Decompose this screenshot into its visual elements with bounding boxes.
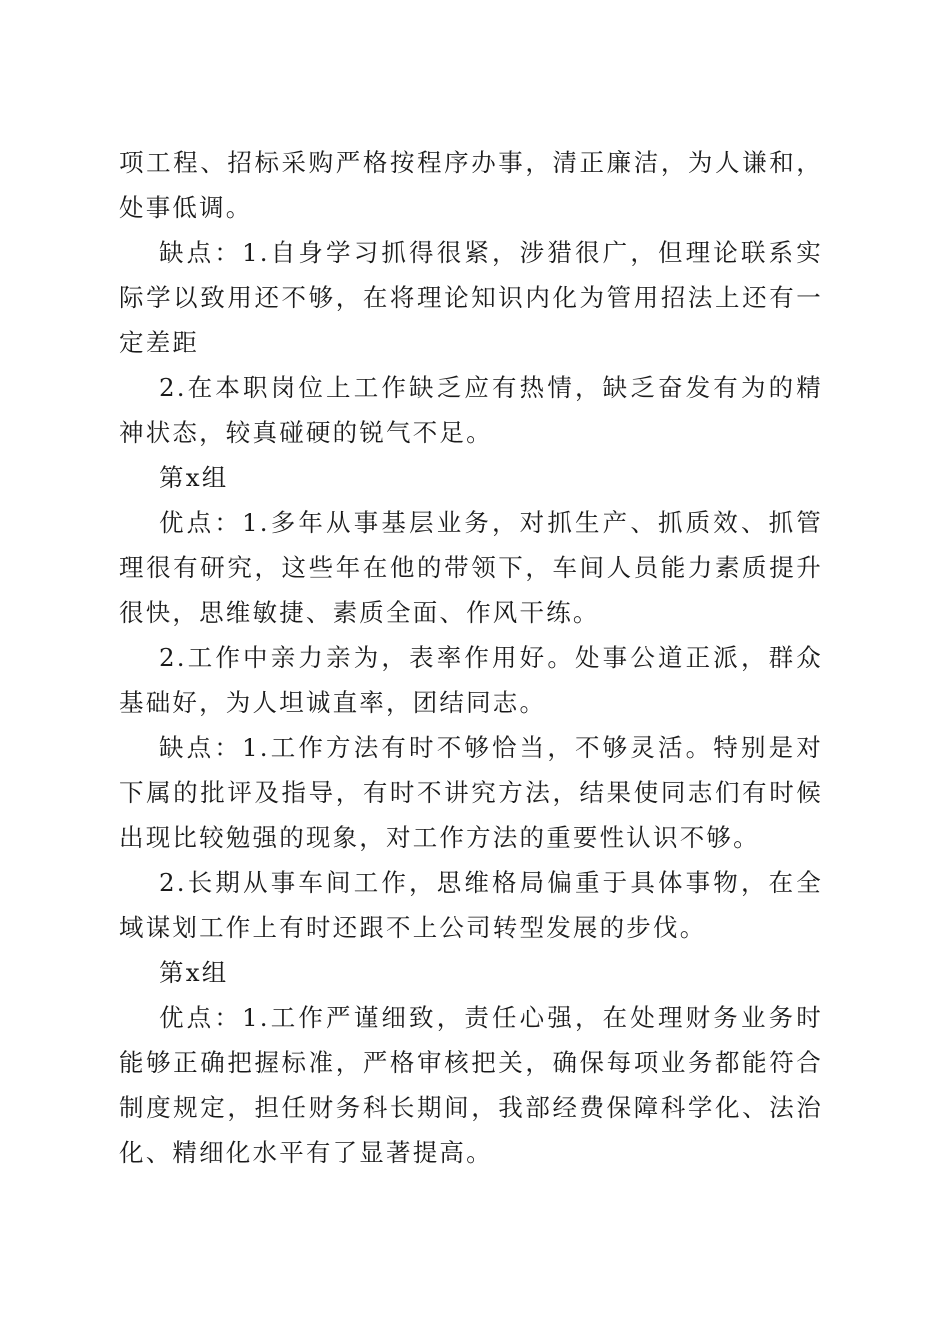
paragraph-2: 缺点：1.自身学习抓得很紧，涉猎很广，但理论联系实际学以致用还不够，在将理论知识内化为管用招法上还有一定差距 (119, 238, 823, 357)
paragraph-5: 2.工作中亲力亲为，表率作用好。处事公道正派，群众基础好，为人坦诚直率，团结同志。 (119, 643, 823, 717)
paragraph-3: 2.在本职岗位上工作缺乏应有热情，缺乏奋发有为的精神状态，较真碰硬的锐气不足。 (119, 373, 823, 447)
group-heading-2: 第x组 (159, 958, 229, 987)
group-heading-1: 第x组 (159, 463, 229, 492)
paragraph-6: 缺点：1.工作方法有时不够恰当，不够灵活。特别是对下属的批评及指导，有时不讲究方法，结果使同志们有时候出现比较勉强的现象，对工作方法的重要性认识不够。 (119, 733, 823, 852)
paragraph-7: 2.长期从事车间工作，思维格局偏重于具体事物，在全域谋划工作上有时还跟不上公司转型发展的步伐。 (119, 868, 823, 942)
paragraph-1: 项工程、招标采购严格按程序办事，清正廉洁，为人谦和，处事低调。 (119, 148, 823, 222)
paragraph-4: 优点：1.多年从事基层业务，对抓生产、抓质效、抓管理很有研究，这些年在他的带领下，车间人员能力素质提升很快，思维敏捷、素质全面、作风干练。 (119, 508, 823, 627)
paragraph-8: 优点：1.工作严谨细致，责任心强，在处理财务业务时能够正确把握标准，严格审核把关，确保每项业务都能符合制度规定，担任财务科长期间，我部经费保障科学化、法治化、精细化水平有了显著提高。 (119, 1003, 823, 1167)
document-body (119, 140, 823, 1175)
